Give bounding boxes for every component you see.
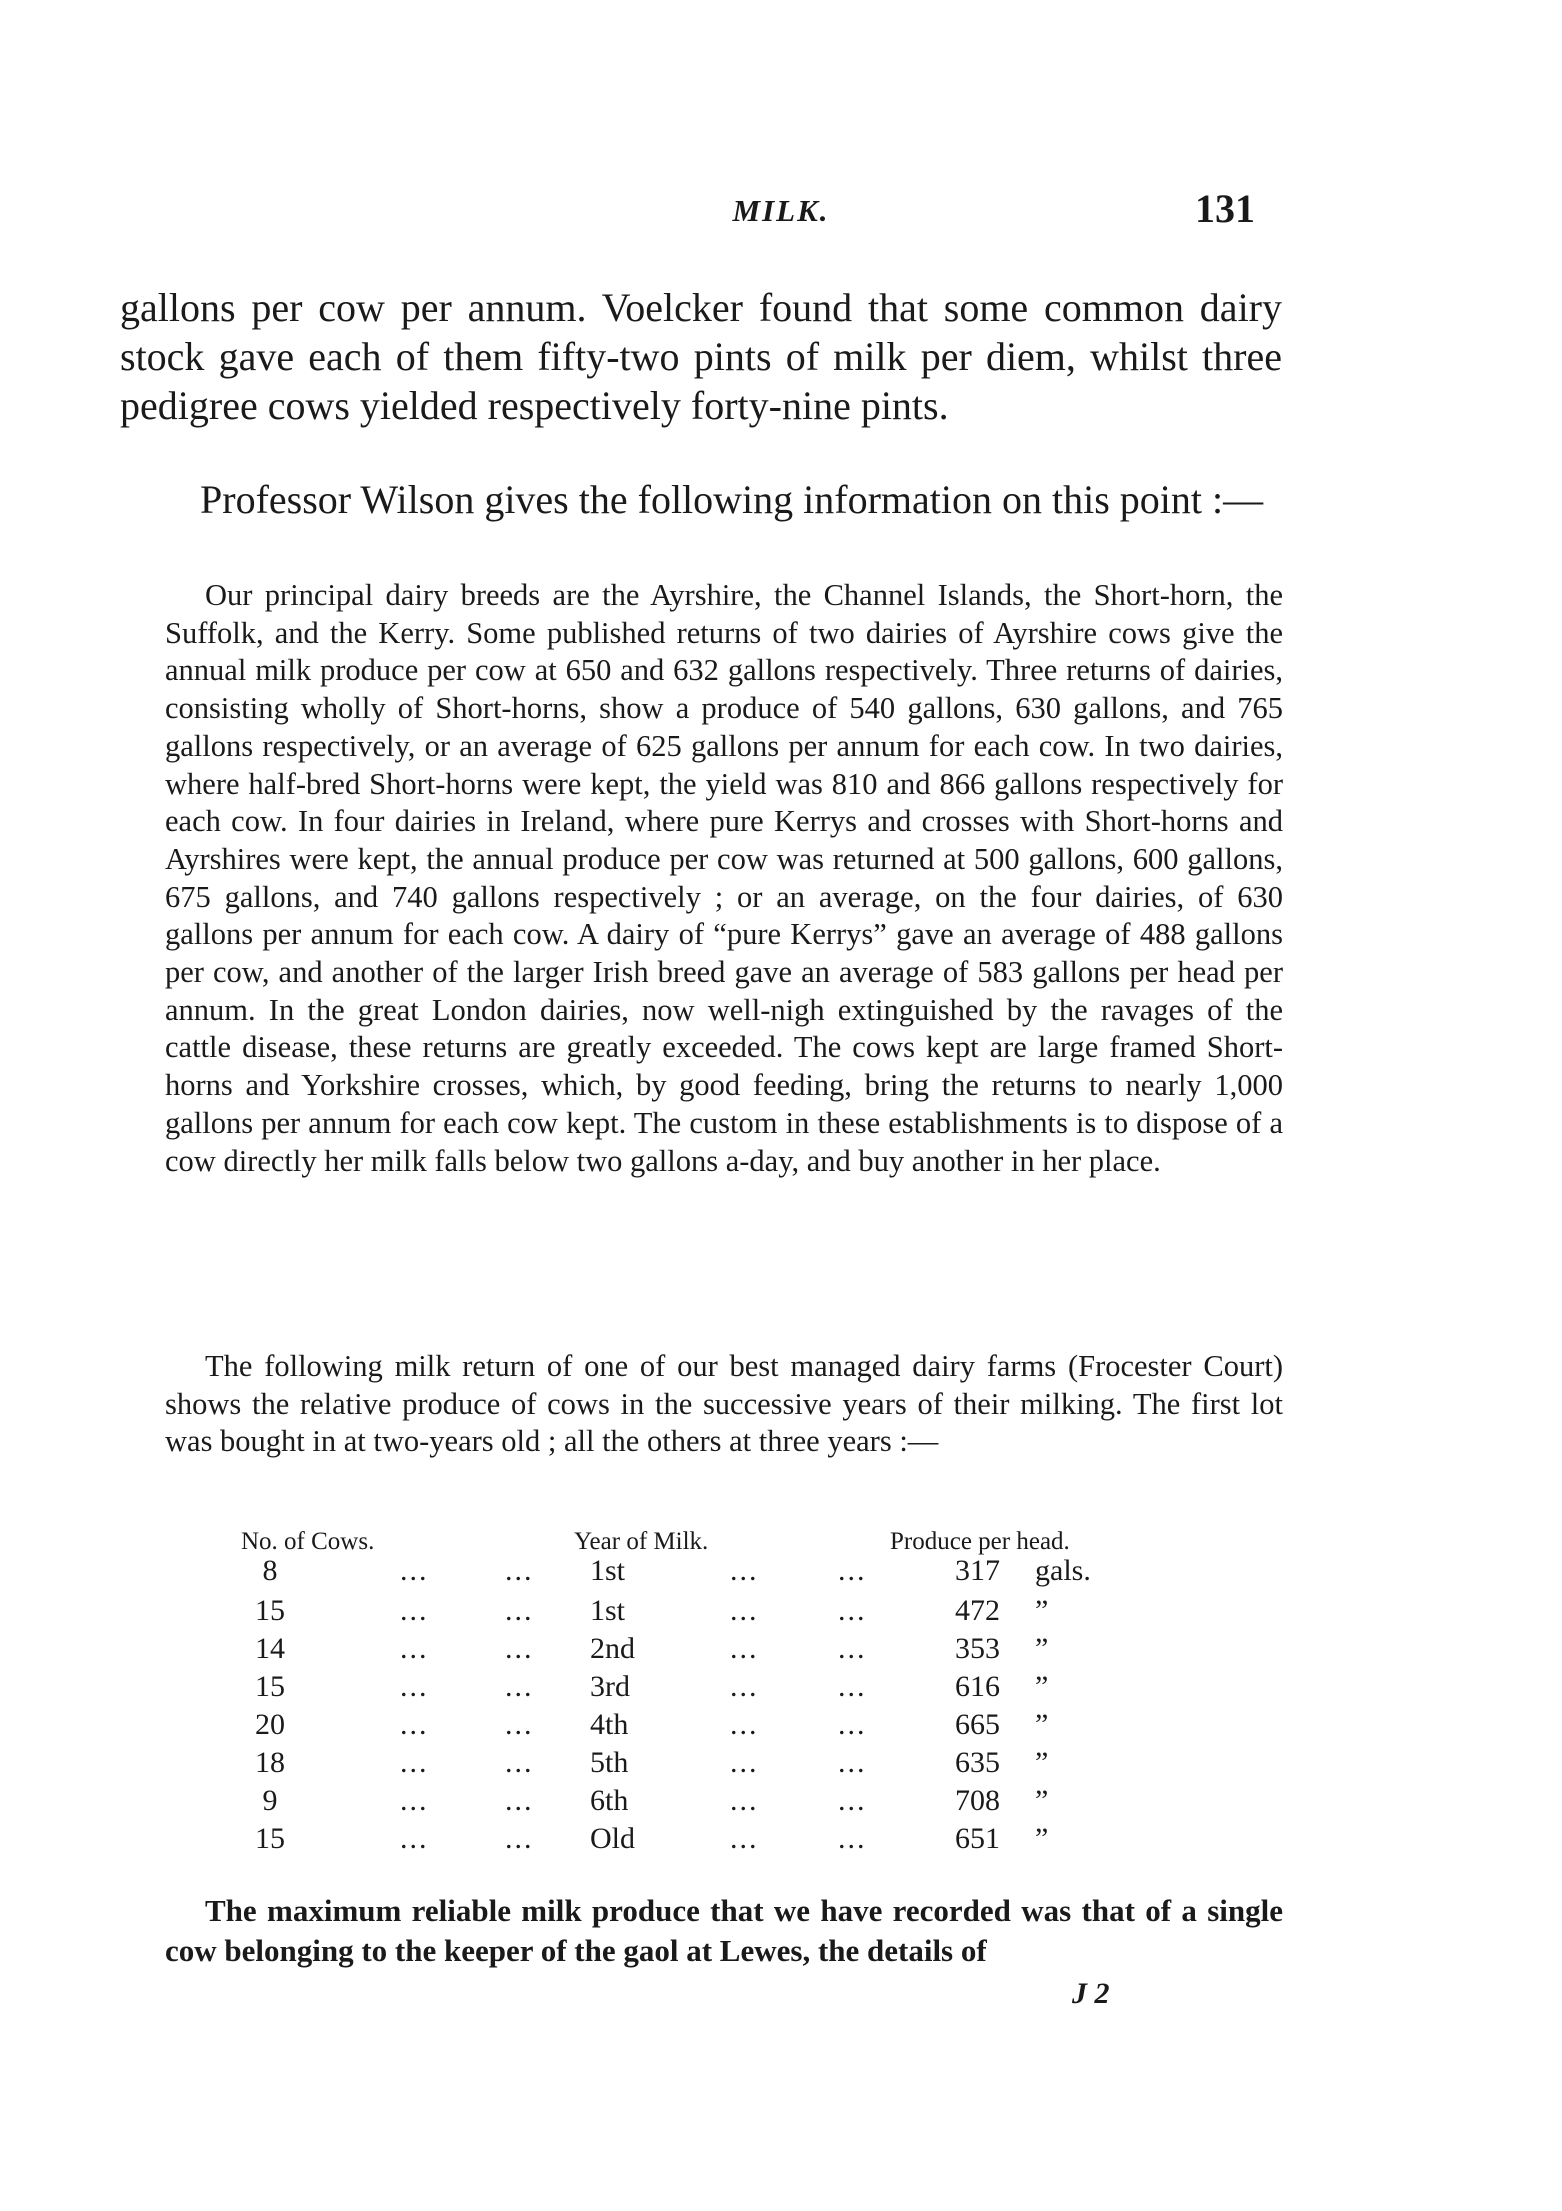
- cell-cows: 15: [255, 1822, 285, 1855]
- leader-dots: ...: [730, 1784, 759, 1817]
- cell-produce: 665: [955, 1708, 1000, 1741]
- cell-year: 5th: [590, 1746, 629, 1779]
- cell-unit: ”: [1035, 1594, 1049, 1627]
- cell-unit: ”: [1035, 1746, 1049, 1779]
- leader-dots: ...: [838, 1784, 867, 1817]
- leader-dots: ...: [400, 1746, 429, 1779]
- leader-dots: ...: [400, 1708, 429, 1741]
- table-row: [0, 1554, 1562, 1594]
- cell-unit: ”: [1035, 1822, 1049, 1855]
- leader-dots: ...: [505, 1784, 534, 1817]
- table-intro-paragraph: The following milk return of one of our best managed dairy farms (Frocester Court) shows the relative produce of cows in the successive years of their milking. The first lot was bought in at two-years old ; all the others at three years :—: [165, 1349, 1283, 1459]
- cell-cows: 8: [262, 1554, 278, 1587]
- table-row: [0, 1784, 1562, 1824]
- cell-cows: 14: [255, 1632, 285, 1665]
- leader-dots: ...: [730, 1594, 759, 1627]
- cell-year: 1st: [590, 1594, 626, 1627]
- column-header-produce: Produce per head.: [890, 1528, 1070, 1555]
- cell-unit: ”: [1035, 1784, 1049, 1817]
- cell-year: 2nd: [590, 1632, 635, 1665]
- cell-unit: ”: [1035, 1708, 1049, 1741]
- cell-produce: 635: [955, 1746, 1000, 1779]
- cell-year: Old: [590, 1822, 635, 1855]
- cell-produce: 708: [955, 1784, 1000, 1817]
- cell-year: 1st: [590, 1554, 626, 1587]
- cell-produce: 317: [955, 1554, 1000, 1587]
- leader-dots: ...: [505, 1632, 534, 1665]
- leader-dots: ...: [400, 1594, 429, 1627]
- leader-dots: ...: [838, 1554, 867, 1587]
- table-row: [0, 1632, 1562, 1672]
- leader-dots: ...: [400, 1822, 429, 1855]
- column-header-year: Year of Milk.: [574, 1528, 709, 1555]
- leader-dots: ...: [400, 1784, 429, 1817]
- table-row: [0, 1670, 1562, 1710]
- cell-produce: 616: [955, 1670, 1000, 1703]
- leader-dots: ...: [730, 1708, 759, 1741]
- leader-dots: ...: [730, 1554, 759, 1587]
- column-header-cows: No. of Cows.: [241, 1528, 375, 1555]
- leader-dots: ...: [838, 1632, 867, 1665]
- cell-unit: ”: [1035, 1670, 1049, 1703]
- cell-unit: ”: [1035, 1632, 1049, 1665]
- leader-dots: ...: [505, 1670, 534, 1703]
- cell-year: 3rd: [590, 1670, 630, 1703]
- cell-cows: 15: [255, 1594, 285, 1627]
- cell-produce: 651: [955, 1822, 1000, 1855]
- table-row: [0, 1594, 1562, 1634]
- table-row: [0, 1822, 1562, 1862]
- leader-dots: ...: [400, 1632, 429, 1665]
- leader-dots: ...: [400, 1670, 429, 1703]
- cell-cows: 15: [255, 1670, 285, 1703]
- leader-dots: ...: [505, 1822, 534, 1855]
- cell-year: 6th: [590, 1784, 629, 1817]
- leader-dots: ...: [505, 1708, 534, 1741]
- leader-dots: ...: [730, 1670, 759, 1703]
- leader-dots: ...: [838, 1594, 867, 1627]
- leader-dots: ...: [730, 1822, 759, 1855]
- running-head: [0, 185, 1562, 245]
- cell-unit: gals.: [1035, 1554, 1091, 1587]
- body-paragraph-voelcker: gallons per cow per annum. Voelcker found that some common dairy stock gave each of them fifty-two pints of milk per diem, whilst three pedigree cows yielded respectively forty-nine pints.: [120, 285, 1282, 428]
- quoted-passage: Our principal dairy breeds are the Ayrshire, the Channel Islands, the Short-horn, the Suffolk, and the Kerry. Some published returns of two dairies of Ayrshire cows give the annual milk produce per cow at 650 and 632 gallons respectively. Three returns of dairies, consisting wholly of Short-horns, show a produce of 540 gallons, 630 gallons, and 765 gallons respectively, or an average of 625 gallons per annum for each cow. In two dairies, where half-bred Short-horns were kept, the yield was 810 and 866 gallons respectively for each cow. In four dairies in Ireland, where pure Kerrys and crosses with Short-horns and Ayrshires were kept, the annual produce per cow was returned at 500 gallons, 600 gallons, 675 gallons, and 740 gallons respectively ; or an average, on the four dairies, of 630 gallons per annum for each cow. A dairy of “pure Kerrys” gave an average of 488 gallons per cow, and another of the larger Irish breed gave an average of 583 gallons per head per annum. In the great London dairies, now well-nigh extinguished by the ravages of the cattle disease, these returns are greatly exceeded. The cows kept are large framed Short-horns and Yorkshire crosses, which, by good feeding, bring the returns to nearly 1,000 gallons per annum for each cow kept. The custom in these establishments is to dispose of a cow directly her milk falls below two gallons a-day, and buy another in her place.: [165, 578, 1283, 1178]
- page-number: 131: [1195, 186, 1255, 231]
- final-paragraph: The maximum reliable milk produce that we have recorded was that of a single cow belonging to the keeper of the gaol at Lewes, the details of: [165, 1893, 1283, 1968]
- cell-cows: 18: [255, 1746, 285, 1779]
- body-paragraph-wilson: Professor Wilson gives the following information on this point :—: [200, 477, 1264, 522]
- table-row: [0, 1746, 1562, 1786]
- leader-dots: ...: [838, 1708, 867, 1741]
- cell-cows: 20: [255, 1708, 285, 1741]
- leader-dots: ...: [505, 1746, 534, 1779]
- running-title: MILK.: [732, 193, 830, 228]
- signature-mark: J 2: [1072, 1977, 1110, 2010]
- leader-dots: ...: [505, 1554, 534, 1587]
- leader-dots: ...: [730, 1632, 759, 1665]
- leader-dots: ...: [730, 1746, 759, 1779]
- leader-dots: ...: [838, 1670, 867, 1703]
- cell-produce: 353: [955, 1632, 1000, 1665]
- cell-cows: 9: [262, 1784, 278, 1817]
- milk-return-table: [0, 1528, 1562, 1878]
- cell-produce: 472: [955, 1594, 1000, 1627]
- leader-dots: ...: [838, 1822, 867, 1855]
- leader-dots: ...: [838, 1746, 867, 1779]
- leader-dots: ...: [505, 1594, 534, 1627]
- leader-dots: ...: [400, 1554, 429, 1587]
- cell-year: 4th: [590, 1708, 629, 1741]
- table-row: [0, 1708, 1562, 1748]
